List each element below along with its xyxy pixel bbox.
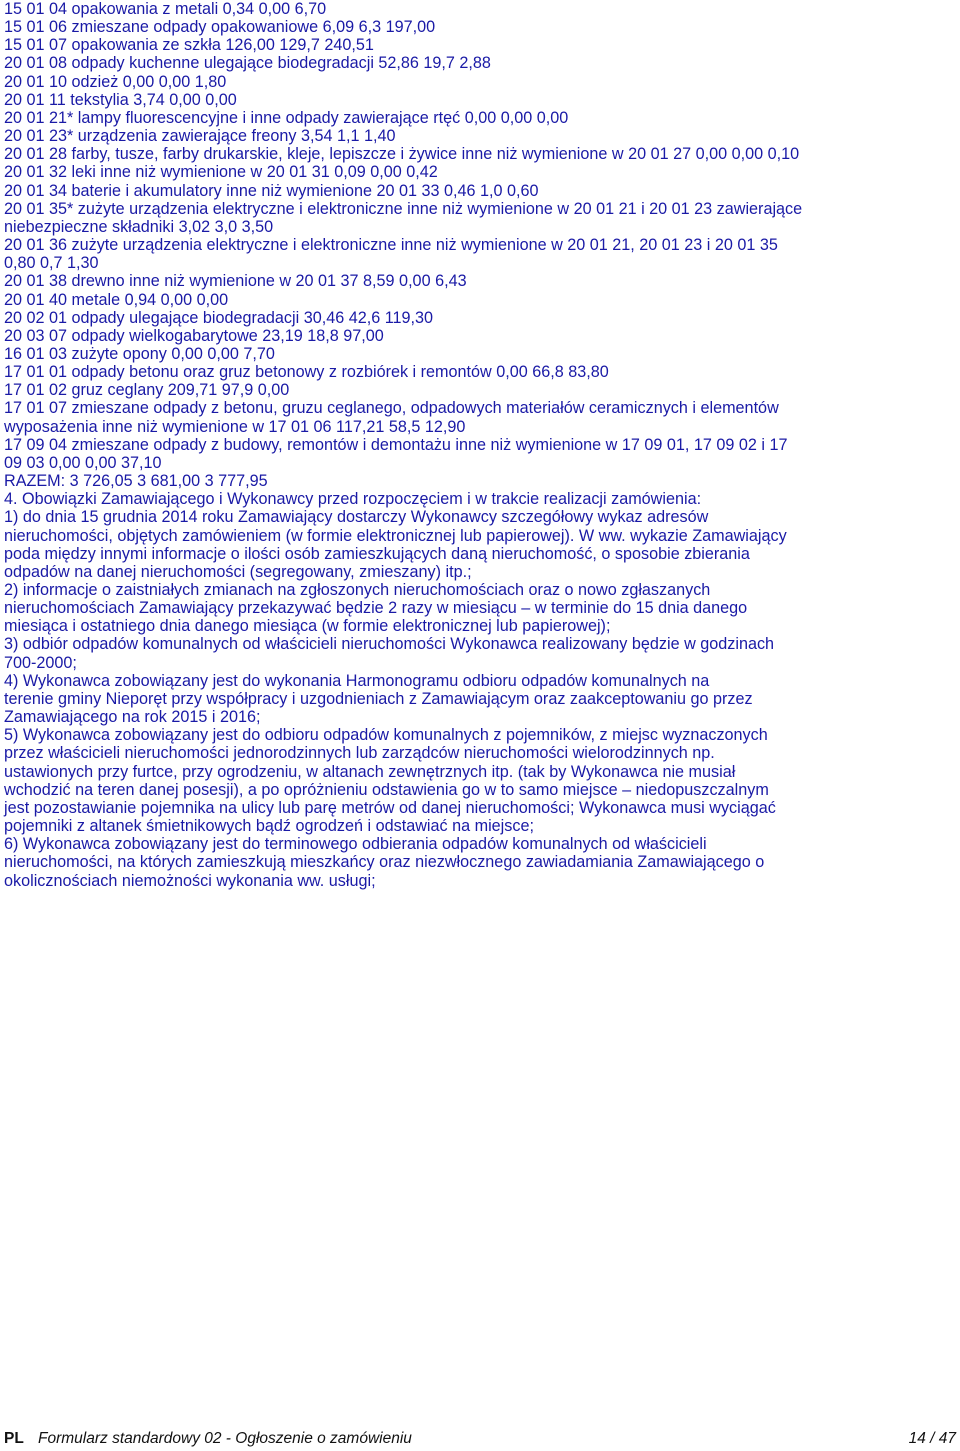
document-line: nieruchomości, objętych zamówieniem (w formie elektronicznej lub papierowej). W ww. wykazie Zamawiający — [4, 526, 787, 545]
document-line: Zamawiającego na rok 2015 i 2016; — [4, 708, 261, 727]
document-line: 700-2000; — [4, 653, 77, 672]
document-line: 20 01 32 leki inne niż wymienione w 20 01 31 0,09 0,00 0,42 — [4, 163, 438, 182]
document-line: 1) do dnia 15 grudnia 2014 roku Zamawiający dostarczy Wykonawcy szczegółowy wykaz adresów — [4, 508, 709, 527]
document-line: 20 01 34 baterie i akumulatory inne niż wymienione 20 01 33 0,46 1,0 0,60 — [4, 181, 539, 200]
document-line: 20 01 36 zużyte urządzenia elektryczne i elektroniczne inne niż wymienione w 20 01 21, 20 01 23 i 20 01 35 — [4, 236, 778, 255]
document-line: 3) odbiór odpadów komunalnych od właścicieli nieruchomości Wykonawca realizowany będzie w godzinach — [4, 635, 775, 654]
footer-page-number: 14 / 47 — [908, 1430, 956, 1447]
document-line: niebezpieczne składniki 3,02 3,0 3,50 — [4, 217, 274, 236]
document-line: terenie gminy Nieporęt przy współpracy i uzgodnieniach z Zamawiającym oraz zaakceptowaniu go przez — [4, 689, 753, 708]
document-line: 0,80 0,7 1,30 — [4, 254, 99, 273]
document-line: jest pozostawianie pojemnika na ulicy lub parę metrów od danej nieruchomości; Wykonawca musi wyciągać — [4, 798, 776, 817]
document-line: 17 01 07 zmieszane odpady z betonu, gruzu ceglanego, odpadowych materiałów ceramicznych i elementów — [4, 399, 779, 418]
document-line: 20 01 10 odzież 0,00 0,00 1,80 — [4, 72, 227, 91]
document-line: 09 03 0,00 0,00 37,10 — [4, 453, 162, 472]
total-line: RAZEM: 3 726,05 3 681,00 3 777,95 — [4, 472, 268, 491]
page-footer — [4, 1429, 956, 1449]
document-line: 20 01 35* zużyte urządzenia elektryczne i elektroniczne inne niż wymienione w 20 01 21 i 20 01 23 zawierające — [4, 199, 803, 218]
footer-language-code: PL — [4, 1430, 24, 1447]
document-line: 20 02 01 odpady ulegające biodegradacji 30,46 42,6 119,30 — [4, 308, 434, 327]
document-line: 16 01 03 zużyte opony 0,00 0,00 7,70 — [4, 344, 275, 363]
document-line: 17 01 02 gruz ceglany 209,71 97,9 0,00 — [4, 381, 290, 400]
document-line: odpadów na danej nieruchomości (segregowany, zmieszany) itp.; — [4, 562, 472, 581]
document-line: 4) Wykonawca zobowiązany jest do wykonania Harmonogramu odbioru odpadów komunalnych na — [4, 671, 710, 690]
document-line: 17 01 01 odpady betonu oraz gruz betonowy z rozbiórek i remontów 0,00 66,8 83,80 — [4, 363, 609, 382]
document-line: 6) Wykonawca zobowiązany jest do terminowego odbierania odpadów komunalnych od właścicieli — [4, 835, 707, 854]
document-line: 20 01 08 odpady kuchenne ulegające biodegradacji 52,86 19,7 2,88 — [4, 54, 491, 73]
document-line: wchodzić na teren danej posesji), a po opróżnieniu odstawienia go w to samo miejsce – niedopuszczalnym — [4, 780, 769, 799]
document-line: 17 09 04 zmieszane odpady z budowy, remontów i demontażu inne niż wymienione w 17 09 01, 17 09 02 i 17 — [4, 435, 788, 454]
document-line: 2) informacje o zaistniałych zmianach na zgłoszonych nieruchomościach oraz o nowo zgłaszanych — [4, 581, 711, 599]
document-line: 20 03 07 odpady wielkogabarytowe 23,19 18,8 97,00 — [4, 326, 384, 345]
document-line: okolicznościach niemożności wykonania ww. usługi; — [4, 871, 376, 890]
document-line: 15 01 04 opakowania z metali 0,34 0,00 6,70 — [4, 0, 327, 18]
section-heading: 4. Obowiązki Zamawiającego i Wykonawcy przed rozpoczęciem i w trakcie realizacji zamówienia: — [4, 490, 702, 509]
document-line: 20 01 23* urządzenia zawierające freony 3,54 1,1 1,40 — [4, 127, 396, 146]
document-line: 20 01 40 metale 0,94 0,00 0,00 — [4, 290, 229, 309]
footer-form-title: Formularz standardowy 02 - Ogłoszenie o zamówieniu — [38, 1430, 412, 1447]
document-line: nieruchomości, na których zamieszkują mieszkańcy oraz niezwłocznego zawiadamiania Zamawiającego o — [4, 853, 765, 872]
document-line: 20 01 11 tekstylia 3,74 0,00 0,00 — [4, 90, 237, 109]
document-line: przez właścicieli nieruchomości jednorodzinnych lub zarządców nieruchomości wielorodzinnych np. — [4, 744, 715, 763]
document-line: 5) Wykonawca zobowiązany jest do odbioru odpadów komunalnych z pojemników, z miejsc wyznaczonych — [4, 726, 768, 745]
document-line: 20 01 21* lampy fluorescencyjne i inne odpady zawierające rtęć 0,00 0,00 0,00 — [4, 108, 569, 127]
document-line: 15 01 06 zmieszane odpady opakowaniowe 6,09 6,3 197,00 — [4, 18, 436, 37]
document-body — [4, 0, 956, 890]
document-line: 15 01 07 opakowania ze szkła 126,00 129,7 240,51 — [4, 36, 374, 55]
document-line: pojemniki z altanek śmietnikowych bądź ogrodzeń i odstawiać na miejsce; — [4, 817, 534, 836]
document-line: nieruchomościach Zamawiający przekazywać będzie 2 razy w miesiącu – w terminie do 15 dnia danego — [4, 599, 748, 618]
document-line: wyposażenia inne niż wymienione w 17 01 06 117,21 58,5 12,90 — [4, 417, 466, 436]
document-line: poda między innymi informacje o ilości osób zamieszkujących daną nieruchomość, o sposobie zbierania — [4, 544, 750, 563]
document-line: ustawionych przy furtce, przy ogrodzeniu, w altanach zewnętrznych itp. (tak by Wykonawca nie musiał — [4, 762, 736, 781]
document-line: miesiąca i ostatniego dnia danego miesiąca (w formie elektronicznej lub papierowej); — [4, 617, 611, 636]
document-line: 20 01 28 farby, tusze, farby drukarskie, kleje, lepiszcze i żywice inne niż wymienione w 20 01 27 0,00 0,00 0,10 — [4, 145, 800, 164]
document-line: 20 01 38 drewno inne niż wymienione w 20 01 37 8,59 0,00 6,43 — [4, 272, 467, 291]
